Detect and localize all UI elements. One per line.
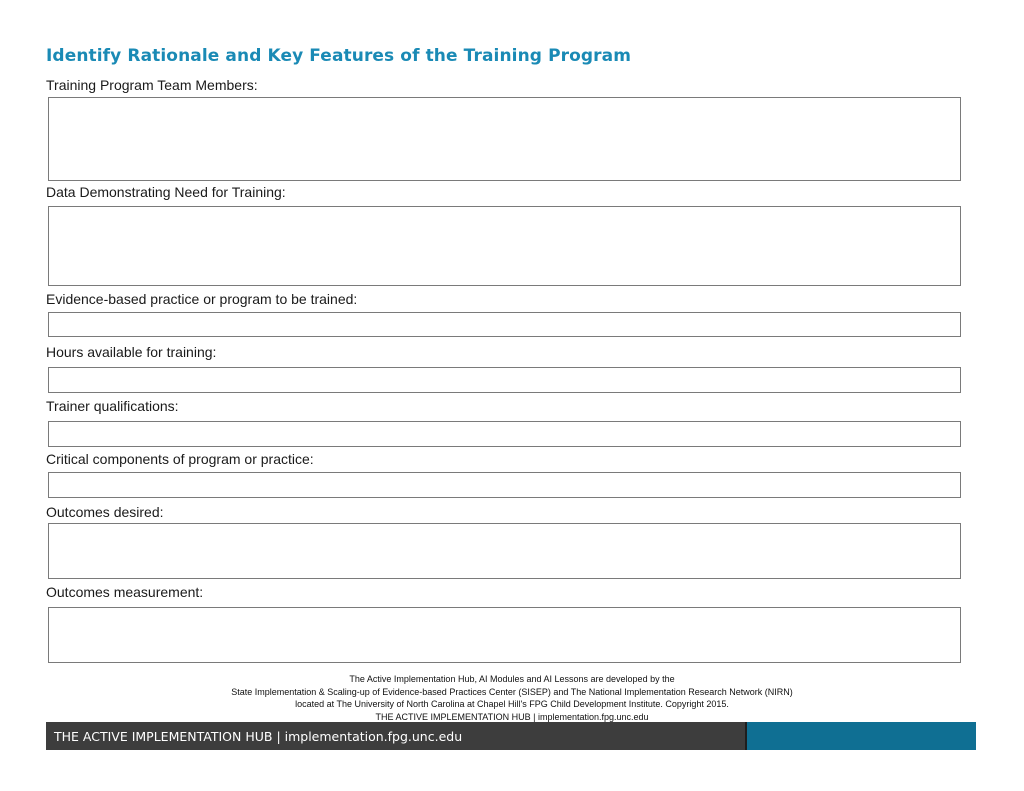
field-label-hours: Hours available for training: (46, 344, 217, 360)
field-label-team-members: Training Program Team Members: (46, 77, 258, 93)
evidence-practice-field[interactable] (48, 312, 961, 337)
field-label-critical-components: Critical components of program or practice: (46, 451, 314, 467)
field-label-need-data: Data Demonstrating Need for Training: (46, 184, 286, 200)
field-label-outcomes-desired: Outcomes desired: (46, 504, 164, 520)
footer-bar-accent (745, 722, 976, 750)
need-data-field[interactable] (48, 206, 961, 286)
field-label-trainer-qualifications: Trainer qualifications: (46, 398, 179, 414)
trainer-qualifications-field[interactable] (48, 421, 961, 447)
team-members-field[interactable] (48, 97, 961, 181)
field-label-outcomes-measurement: Outcomes measurement: (46, 584, 204, 600)
footer-line: The Active Implementation Hub, AI Modules and AI Lessons are developed by the (349, 674, 675, 684)
outcomes-measurement-field[interactable] (48, 607, 961, 663)
footer-credits (0, 673, 1024, 723)
footer-line: State Implementation & Scaling-up of Evidence-based Practices Center (SISEP) and The National Implementation Research Network (NIRN) (231, 686, 793, 697)
footer-bar-text: THE ACTIVE IMPLEMENTATION HUB | implementation.fpg.unc.edu (54, 729, 463, 744)
critical-components-field[interactable] (48, 472, 961, 498)
field-label-evidence-practice: Evidence-based practice or program to be trained: (46, 291, 358, 307)
footer-line: THE ACTIVE IMPLEMENTATION HUB | implementation.fpg.unc.edu (375, 711, 649, 722)
outcomes-desired-field[interactable] (48, 523, 961, 579)
hours-field[interactable] (48, 367, 961, 393)
footer-bar (46, 722, 976, 750)
page-title: Identify Rationale and Key Features of the Training Program (46, 46, 632, 66)
footer-line: located at The University of North Carolina at Chapel Hill's FPG Child Development Institute. Copyright 2015. (295, 699, 729, 710)
